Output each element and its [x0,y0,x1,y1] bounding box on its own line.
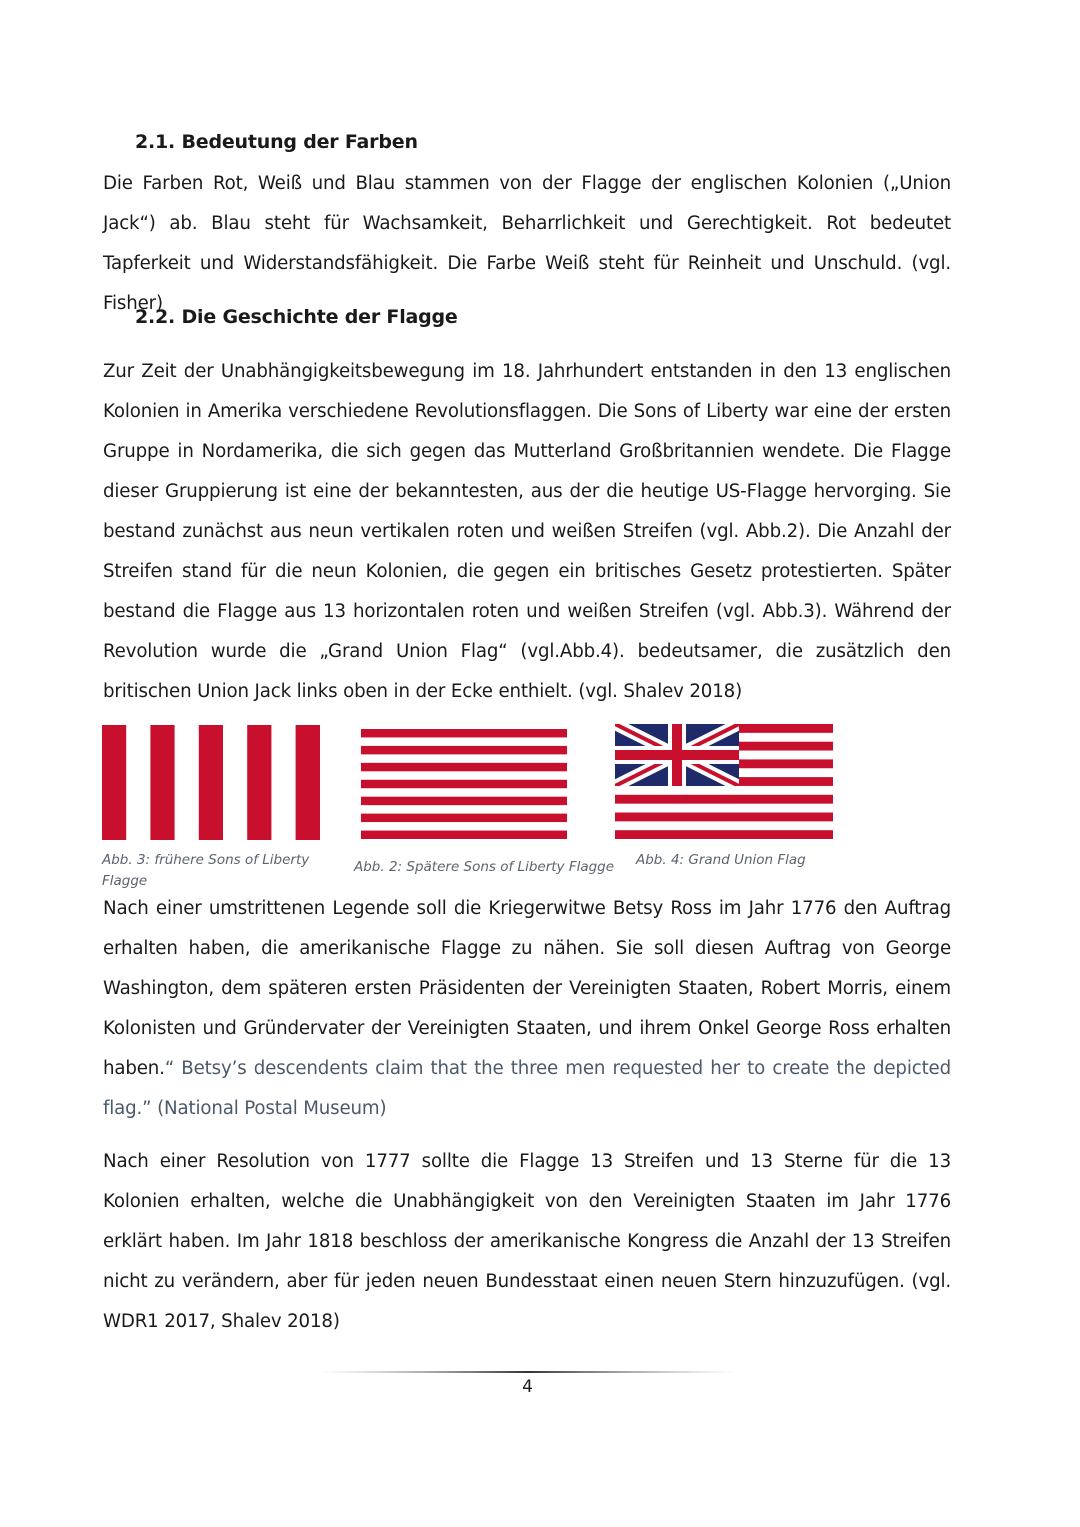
horizontal-stripes-flag [361,729,567,839]
paragraph-resolution: Nach einer Resolution von 1777 sollte die Flagge 13 Streifen und 13 Sterne für die 13 Kolonien erhalten, welche die Unabhängigkeit von den Vereinigten Staaten im Jahr 1776 erklärt haben. Im Jahr 1818 beschloss der amerikanische Kongress die Anzahl der 13 Streifen nicht zu verändern, aber für jeden neuen Bundesstaat einen neuen Stern hinzuzufügen. (vgl. WDR1 2017, Shalev 2018) [103,1151,951,1332]
footer-divider [318,1370,738,1374]
page-number: 4 [522,1377,533,1397]
section-heading-history: 2.2. Die Geschichte der Flagge [135,306,458,328]
figure-caption-2: Abb. 2: Spätere Sons of Liberty Flagge [354,859,615,875]
grand-union-flag [615,724,833,839]
union-jack-canton [615,724,739,786]
paragraph-history: Zur Zeit der Unabhängigkeitsbewegung im 18. Jahrhundert entstanden in den 13 englischen Kolonien in Amerika verschiedene Revolutionsflaggen. Die Sons of Liberty war eine der ersten Gruppe in Nordamerika, die sich gegen das Mutterland Großbritannien wendete. Die Flagge dieser Gruppierung ist eine der bekanntesten, aus der die heutige US-Flagge hervorging. Sie bestand zunächst aus neun vertikalen roten und weißen Streifen (vgl. Abb.2). Die Anzahl der Streifen stand für die neun Kolonien, die gegen ein britisches Gesetz protestierten. Später bestand die Flagge aus 13 horizontalen roten und weißen Streifen (vgl. Abb.3). Während der Revolution wurde die „Grand Union Flag“ (vgl.Abb.4). bedeutsamer, die zusätzlich den britischen Union Jack links oben in der Ecke enthielt. (vgl. Shalev 2018) [103,361,951,702]
paragraph-betsy-ross-text: Nach einer umstrittenen Legende soll die Kriegerwitwe Betsy Ross im Jahr 1776 den Auftrag erhalten haben, die amerikanische Flagge zu nähen. Sie soll diesen Auftrag von George Washington, dem späteren ersten Präsidenten der Vereinigten Staaten, Robert Morris, einem Kolonisten und Gründervater der Vereinigten Staaten, und ihrem Onkel George Ross erhalten haben. [103,898,951,1079]
paragraph-colors: Die Farben Rot, Weiß und Blau stammen von der Flagge der englischen Kolonien („Union Jack“) ab. Blau steht für Wachsamkeit, Beharrlichkeit und Gerechtigkeit. Rot bedeutet Tapferkeit und Widerstandsfähigkeit. Die Farbe Weiß steht für Reinheit und Unschuld. (vgl. Fisher) [103,173,951,314]
figure-caption-4: Abb. 4: Grand Union Flag [636,852,806,868]
paragraph-betsy-ross [103,889,951,1129]
figure-caption-3: Abb. 3: frühere Sons of Liberty Flagge [102,852,310,889]
section-heading-colors: 2.1. Bedeutung der Farben [135,131,418,153]
vertical-stripes-flag [102,725,320,840]
quote-national-postal-museum: “ Betsy’s descendents claim that the three men requested her to create the depicted flag.” (National Postal Museum) [103,1058,951,1119]
